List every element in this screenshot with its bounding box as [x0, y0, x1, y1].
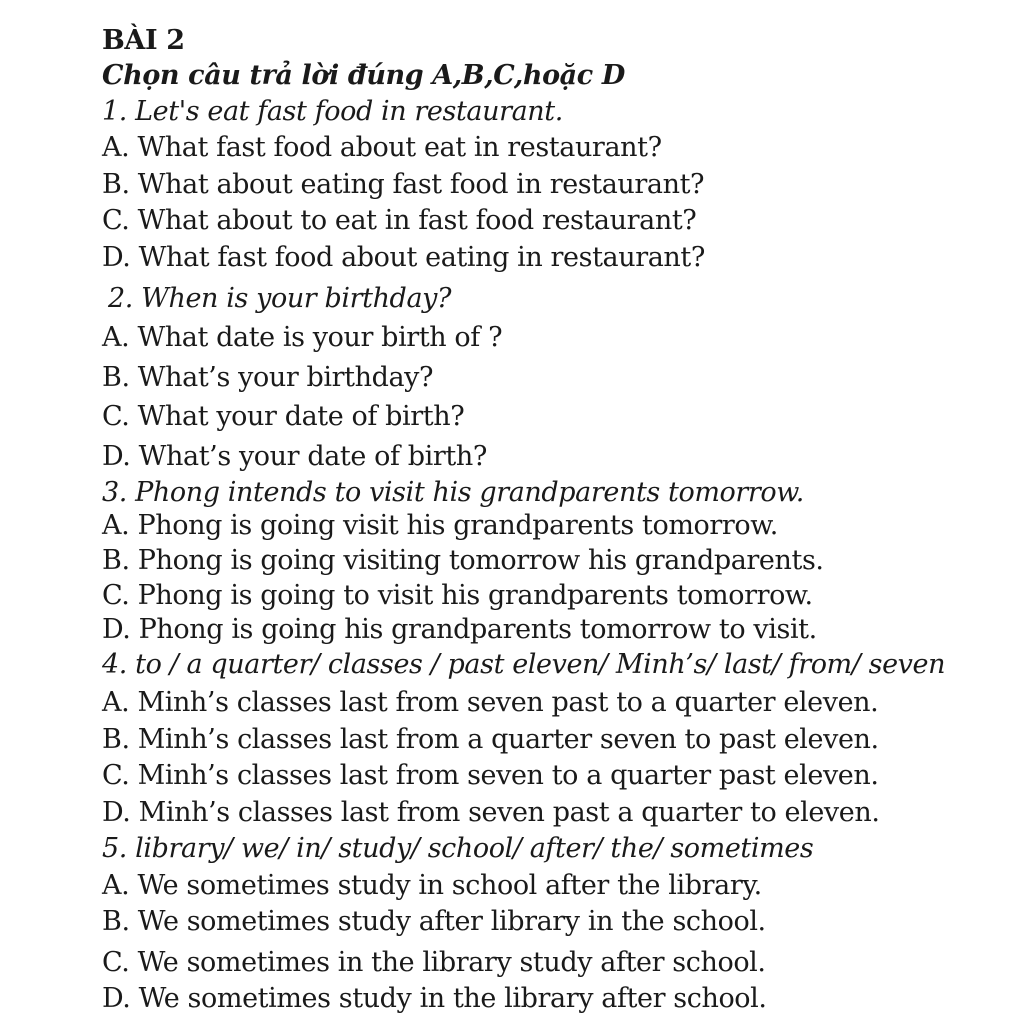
question-2-option-b: B. What’s your birthday? — [102, 362, 434, 393]
question-4-option-a: A. Minh’s classes last from seven past to a quarter eleven. — [102, 687, 879, 718]
question-5-option-b: B. We sometimes study after library in the school. — [102, 906, 766, 937]
question-2-prompt: 2. When is your birthday? — [108, 283, 452, 314]
question-4-option-b: B. Minh’s classes last from a quarter seven to past eleven. — [102, 724, 879, 755]
exercise-instruction: Chọn câu trả lời đúng A,B,C,hoặc D — [102, 60, 625, 91]
question-4-prompt: 4. to / a quarter/ classes / past eleven/ Minh’s/ last/ from/ seven — [102, 649, 946, 680]
question-1-option-a: A. What fast food about eat in restaurant? — [102, 132, 662, 163]
question-5-prompt: 5. library/ we/ in/ study/ school/ after/ the/ sometimes — [102, 833, 814, 864]
question-3-option-a: A. Phong is going visit his grandparents tomorrow. — [102, 510, 778, 541]
question-3-option-b: B. Phong is going visiting tomorrow his grandparents. — [102, 545, 824, 576]
question-1-option-d: D. What fast food about eating in restaurant? — [102, 242, 705, 273]
question-5-option-c: C. We sometimes in the library study after school. — [102, 947, 766, 978]
question-3-prompt: 3. Phong intends to visit his grandparents tomorrow. — [102, 477, 804, 508]
question-1-prompt: 1. Let's eat fast food in restaurant. — [102, 96, 563, 127]
question-5-option-d: D. We sometimes study in the library after school. — [102, 983, 767, 1014]
question-4-option-d: D. Minh’s classes last from seven past a quarter to eleven. — [102, 797, 880, 828]
question-3-option-c: C. Phong is going to visit his grandparents tomorrow. — [102, 580, 813, 611]
question-1-option-b: B. What about eating fast food in restaurant? — [102, 169, 705, 200]
question-3-option-d: D. Phong is going his grandparents tomorrow to visit. — [102, 614, 817, 645]
question-2-option-c: C. What your date of birth? — [102, 401, 465, 432]
question-4-option-c: C. Minh’s classes last from seven to a quarter past eleven. — [102, 760, 879, 791]
exercise-title: BÀI 2 — [102, 25, 185, 56]
question-2-option-a: A. What date is your birth of ? — [102, 322, 503, 353]
question-1-option-c: C. What about to eat in fast food restaurant? — [102, 205, 697, 236]
question-2-option-d: D. What’s your date of birth? — [102, 441, 487, 472]
question-5-option-a: A. We sometimes study in school after the library. — [102, 870, 762, 901]
